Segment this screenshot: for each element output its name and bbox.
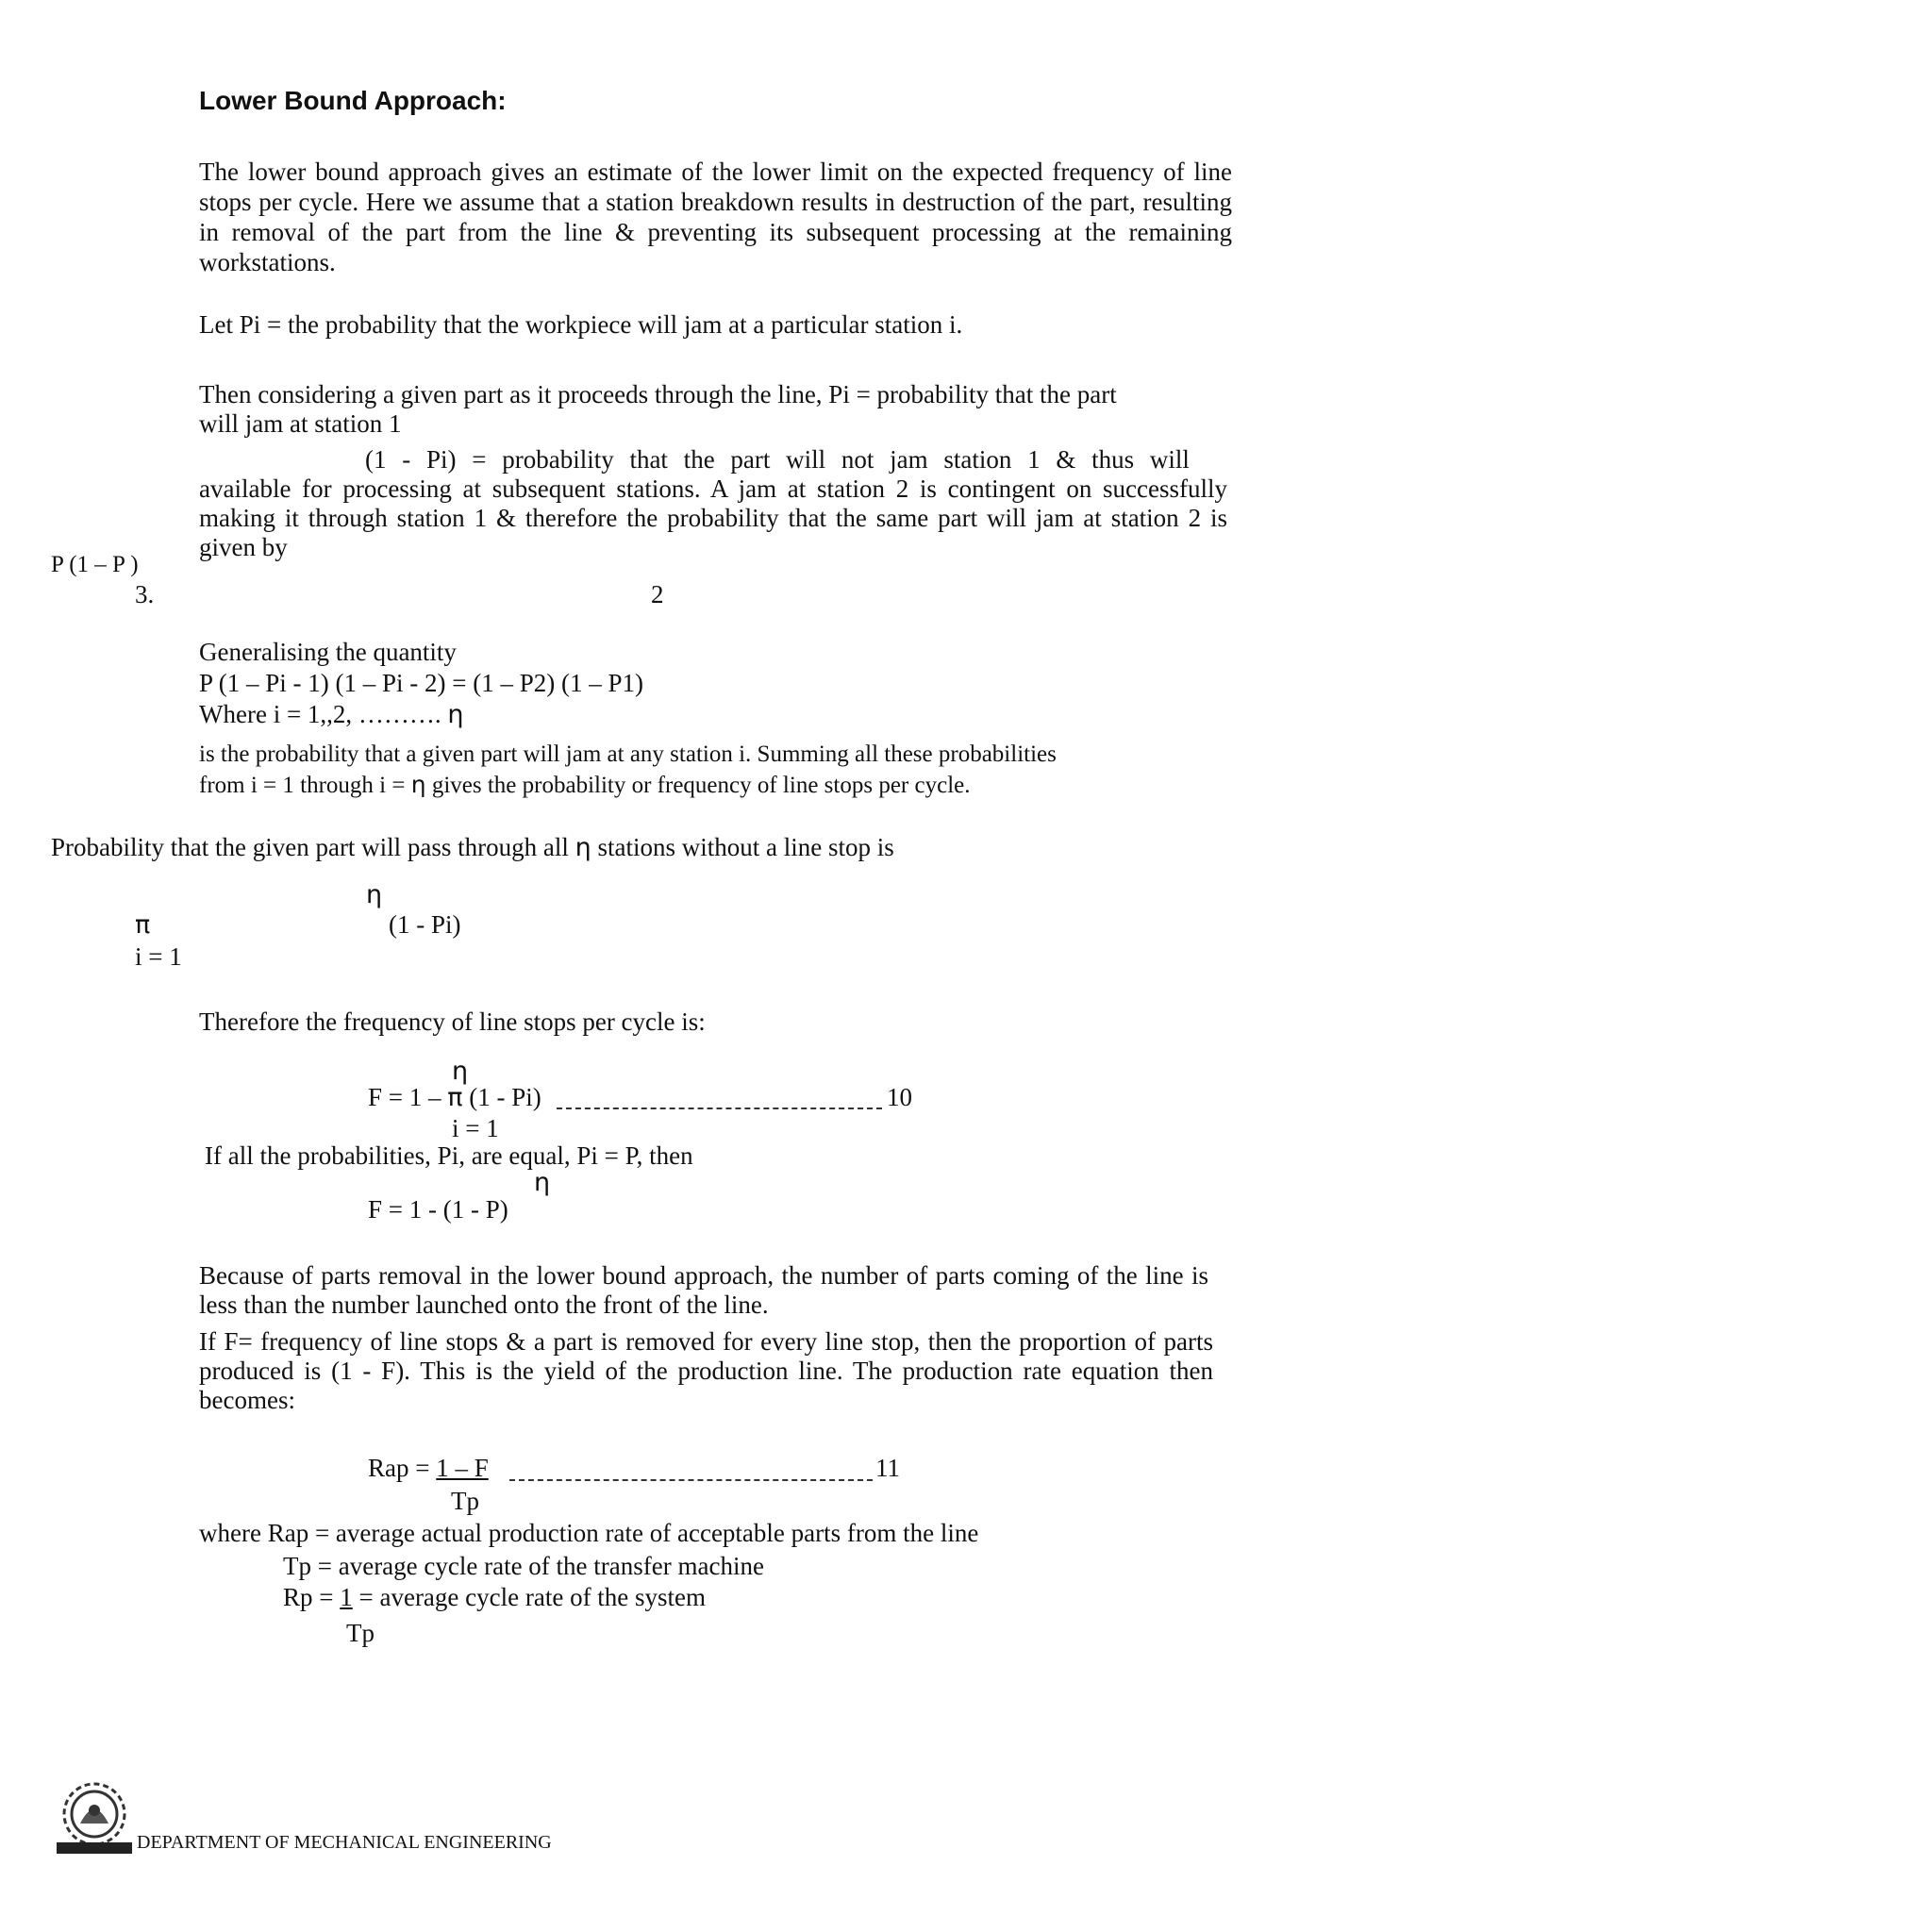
dotted-leader	[509, 1479, 873, 1481]
pass-probability-text	[51, 833, 894, 862]
f-lhs: F = 1 –	[368, 1083, 441, 1111]
product-index: i = 1	[452, 1114, 499, 1142]
summing-text-a: from i = 1 through i =	[199, 773, 406, 798]
rp-denominator: Tp	[346, 1619, 375, 1647]
f-equal-formula: F = 1 - (1 - P)	[368, 1195, 508, 1224]
summing-text-b: gives the probability or frequency of line stops per cycle.	[431, 773, 971, 798]
then-line-1: Then considering a given part as it proceeds through the line, Pi = probability that the part	[199, 380, 1117, 408]
summing-line-1: is the probability that a given part will jam at any station i. Summing all these probabilities	[199, 741, 1057, 767]
eta-symbol: η	[447, 700, 464, 729]
margin-number: 3.	[135, 580, 155, 608]
product-term: (1 - Pi)	[389, 910, 461, 939]
equation-number-11: 11	[875, 1454, 900, 1482]
pass-text-b: stations without a line stop is	[597, 833, 894, 861]
college-logo-icon	[52, 1776, 137, 1861]
rp-lhs: Rp =	[283, 1583, 334, 1611]
rp-def-text: = average cycle rate of the system	[358, 1583, 707, 1611]
eta-symbol: η	[575, 833, 591, 862]
equation-number-10: 10	[887, 1083, 912, 1111]
margin-formula: P (1 – P )	[51, 552, 139, 577]
if-equal-text: If all the probabilities, Pi, are equal, Pi = P, then	[205, 1141, 693, 1170]
rap-numerator: 1 – F	[436, 1454, 489, 1482]
pi-product-symbol: π	[135, 910, 151, 940]
not-jam-line-1: (1 - Pi) = probability that the part will not jam station 1 & thus will	[365, 445, 1190, 474]
let-pi-definition: Let Pi = the probability that the workpiece will jam at a particular station i.	[199, 310, 963, 339]
intro-paragraph: The lower bound approach gives an estimate of the lower limit on the expected frequency of line stops per cycle. Here we assume that a station breakdown results in destruction of the part, resulting in removal of the part from the line & preventing its subsequent processing at the remaining workstations.	[199, 158, 1232, 276]
general-formula: P (1 – Pi - 1) (1 – Pi - 2) = (1 – P2) (1 – P1)	[199, 669, 643, 697]
equation-11	[368, 1454, 489, 1483]
rp-definition	[283, 1583, 706, 1612]
dotted-leader	[557, 1108, 882, 1109]
where-rap-text: where Rap = average actual production rate of acceptable parts from the line	[199, 1519, 979, 1547]
eta-superscript: η	[366, 880, 383, 909]
pass-text-a: Probability that the given part will pass through all	[51, 833, 569, 861]
if-f-paragraph: If F= frequency of line stops & a part is removed for every line stop, then the proportion of parts produced is (1 - F). This is the yield of the production line. The production rate equation then becomes:	[199, 1327, 1213, 1414]
product-index: i = 1	[135, 942, 182, 971]
where-i-range	[199, 700, 464, 729]
f-term: (1 - Pi)	[469, 1083, 541, 1111]
footer-department: DEPARTMENT OF MECHANICAL ENGINEERING	[137, 1832, 552, 1853]
eta-superscript: η	[452, 1057, 469, 1086]
rp-numerator: 1	[340, 1583, 353, 1611]
subscript-two: 2	[651, 580, 664, 608]
because-paragraph: Because of parts removal in the lower bound approach, the number of parts coming of the line is less than the number launched onto the front of the line.	[199, 1261, 1208, 1319]
section-heading: Lower Bound Approach:	[199, 86, 507, 115]
pi-product-symbol: π	[447, 1083, 463, 1112]
summing-line-2	[199, 772, 970, 800]
eta-symbol: η	[410, 771, 426, 798]
then-line-2: will jam at station 1	[199, 409, 402, 438]
generalising-text: Generalising the quantity	[199, 638, 457, 666]
equation-10	[368, 1083, 541, 1112]
rap-lhs: Rap =	[368, 1454, 430, 1482]
tp-definition: Tp = average cycle rate of the transfer machine	[283, 1552, 764, 1580]
therefore-text: Therefore the frequency of line stops per cycle is:	[199, 1008, 706, 1036]
eta-exponent: η	[534, 1168, 551, 1197]
rap-denominator: Tp	[451, 1487, 479, 1515]
not-jam-paragraph: available for processing at subsequent stations. A jam at station 2 is contingent on successfully making it through station 1 & therefore the probability that the same part will jam at station 2 is given by	[199, 475, 1227, 561]
where-i-text: Where i = 1,,2, ……….	[199, 700, 441, 728]
